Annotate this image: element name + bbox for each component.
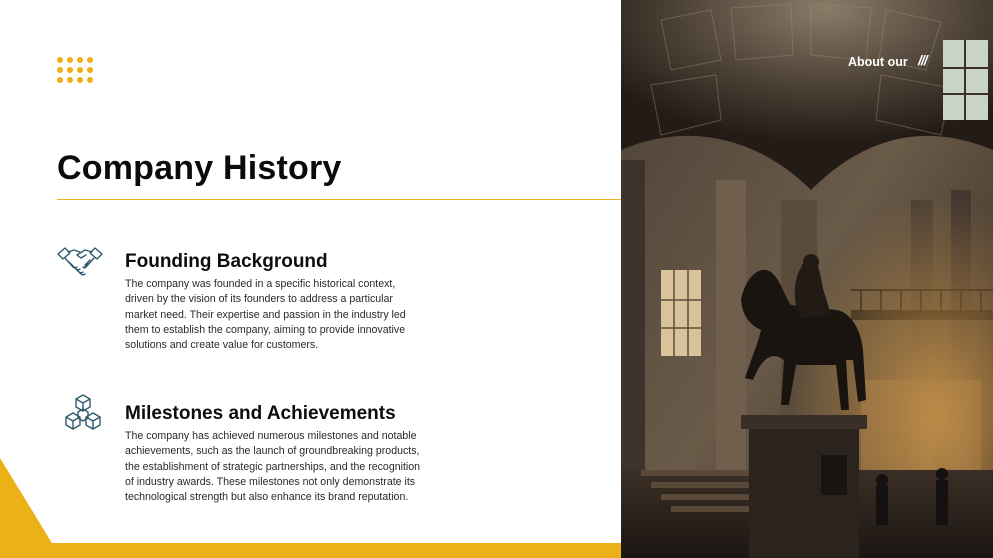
section-heading: Founding Background [125, 251, 328, 272]
section-body [125, 429, 455, 505]
body-line: market need. Their expertise and passion in the industry led [125, 308, 406, 321]
body-line: of industry awards. These milestones not only demonstrate its [125, 475, 416, 488]
body-line: the establishment of strategic partnerships, and the recognition [125, 460, 421, 473]
title-divider [57, 199, 621, 200]
body-line: solutions and create value for customers. [125, 339, 319, 352]
cubes-icon [60, 393, 106, 435]
body-line: achievements, such as the launch of groundbreaking products, [125, 445, 420, 458]
page-title: Company History [57, 149, 342, 187]
body-line: driven by the vision of its founders to address a particular [125, 293, 393, 306]
museum-hall-photo [621, 0, 993, 558]
dots-logo-icon [57, 57, 93, 82]
nav-about-label[interactable]: About our [848, 55, 908, 69]
bottom-accent-bar [0, 543, 621, 558]
body-line: The company was founded in a specific historical context, [125, 278, 396, 290]
slashes-icon: /// [918, 52, 927, 68]
section-heading: Milestones and Achievements [125, 403, 396, 424]
handshake-icon [57, 245, 103, 277]
body-line: them to establish the company, aiming to provide innovative [125, 323, 406, 336]
body-line: The company has achieved numerous milestones and notable [125, 430, 417, 442]
body-line: technological strength but also enhance its brand reputation. [125, 491, 409, 504]
section-body [125, 277, 455, 353]
